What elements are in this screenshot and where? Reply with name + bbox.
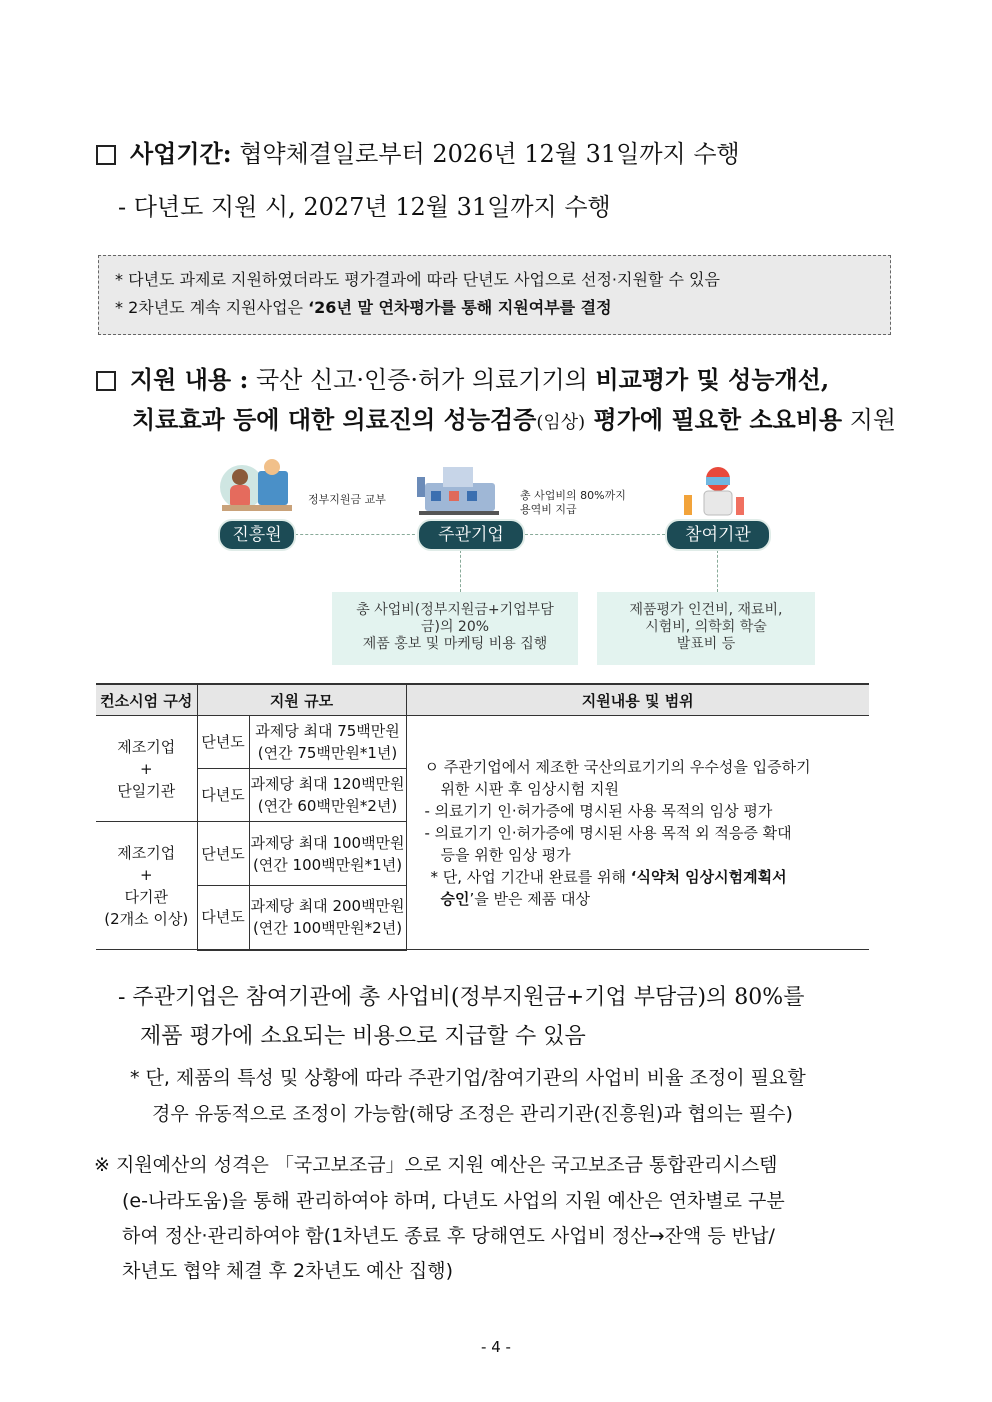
company-equipment-icon (415, 463, 505, 518)
consortium-multi-line2: + (139, 865, 153, 884)
consortium-single-line2: + (139, 759, 153, 778)
row2-amount-line2: (연간 60백만원*2년) (257, 797, 398, 815)
edge-label-grant: 정부지원금 교부 (308, 493, 386, 506)
support-bold-1: 비교평가 및 성능개선, (595, 365, 830, 394)
period-sub: - 다년도 지원 시, 2027년 12월 31일까지 수행 (118, 193, 611, 221)
row2-amount (249, 769, 406, 822)
consortium-single (96, 716, 197, 822)
box-marketing-line1: 총 사업비(정부지원금+기업부담 (356, 602, 554, 618)
para1-line2: 제품 평가에 소요되는 비용으로 지급할 수 있음 (140, 1024, 586, 1049)
node-lead-company: 주관기업 (417, 519, 525, 551)
period-text: 협약체결일로부터 2026년 12월 31일까지 수행 (239, 140, 740, 168)
header-consortium: 컨소시엄 구성 (96, 684, 197, 716)
notes-box (98, 255, 891, 335)
row1-year: 단년도 (197, 716, 249, 769)
lab-flask-icon (678, 465, 748, 520)
consortium-multi-line1: 제조기업 (117, 843, 176, 862)
box-evaluation-line3: 발표비 등 (676, 636, 736, 652)
note-line-2-prefix: * 2차년도 계속 지원사업은 (115, 298, 309, 317)
box-marketing (332, 592, 578, 665)
para2-line1: * 단, 제품의 특성 및 상황에 따라 주관기업/참여기관의 사업비 비율 조정이 필요할 (130, 1067, 806, 1089)
consortium-single-line1: 제조기업 (117, 737, 176, 756)
row2-year: 다년도 (197, 769, 249, 822)
checkbox-square-icon (96, 371, 116, 391)
row4-amount (249, 886, 406, 950)
node-agency: 진흥원 (218, 519, 296, 551)
scope-line2: 위한 시판 후 임상시험 지원 (440, 779, 619, 798)
row4-year: 다년도 (197, 886, 249, 950)
edge-label-payment (520, 489, 626, 517)
scope-line5: 등을 위한 임상 평가 (440, 845, 571, 864)
consortium-single-line3: 단일기관 (117, 781, 176, 800)
support-diagram (200, 455, 820, 670)
row2-amount-line1: 과제당 최대 120백만원 (250, 775, 405, 793)
box-evaluation-line1: 제품평가 인건비, 재료비, (629, 602, 783, 618)
row3-amount-line2: (연간 100백만원*1년) (252, 855, 403, 874)
header-scale: 지원 규모 (197, 684, 406, 716)
row3-amount (249, 822, 406, 886)
note-line-2 (115, 294, 874, 322)
node-participant: 참여기관 (665, 519, 771, 551)
consortium-multi-line4: (2개소 이상) (104, 909, 189, 928)
scope-cell (406, 716, 869, 950)
box-marketing-line3: 제품 홍보 및 마케팅 비용 집행 (362, 636, 548, 652)
period-heading (96, 137, 740, 171)
scope-line4: - 의료기기 인·허가증에 명시된 사용 목적 외 적응증 확대 (424, 823, 792, 842)
consortium-multi-line3: 다기관 (124, 887, 168, 906)
table-header-row (96, 684, 869, 716)
para3-line2: (e-나라도움)을 통해 관리하여야 하며, 다년도 사업의 지원 예산은 연차별로 구분 (122, 1190, 785, 1212)
row3-amount-line1: 과제당 최대 100백만원 (250, 833, 405, 852)
note-line-1: * 다년도 과제로 지원하였더라도 평가결과에 따라 단년도 사업으로 선정·지원할 수 있음 (115, 270, 720, 289)
table-row (96, 716, 869, 769)
support-bold-3: 평가에 필요한 소요비용 (585, 405, 843, 434)
scope-line7-suffix: ’을 받은 제품 대상 (469, 889, 590, 908)
checkbox-square-icon (96, 145, 116, 165)
support-text-1: 국산 신고·인증·허가 의료기기의 (255, 366, 596, 394)
row1-amount-line2: (연간 75백만원*1년) (257, 744, 398, 762)
period-label: 사업기간: (130, 139, 232, 168)
support-bold-2: 치료효과 등에 대한 의료진의 성능검증 (132, 405, 537, 434)
support-heading (96, 363, 829, 397)
para3-line3: 하여 정산·관리하여야 함(1차년도 종료 후 당해연도 사업비 정산→잔액 등 반납/ (122, 1225, 775, 1247)
note-line-2-bold: ‘26년 말 연차평가를 통해 지원여부를 결정 (308, 298, 612, 317)
scope-line3: - 의료기기 인·허가증에 명시된 사용 목적의 임상 평가 (424, 801, 773, 820)
row3-year: 단년도 (197, 822, 249, 886)
para1-line1: - 주관기업은 참여기관에 총 사업비(정부지원금+기업 부담금)의 80%를 (118, 985, 805, 1010)
scope-line1: ㅇ 주관기업에서 제조한 국산의료기기의 우수성을 입증하기 (424, 757, 811, 776)
support-heading-line2 (132, 403, 896, 440)
scope-line6-bold: ‘식약처 임상시험계획서 (630, 867, 787, 886)
box-marketing-line2: 금)의 20% (420, 619, 490, 635)
edge-label-payment-line1: 총 사업비의 80%까지 (520, 489, 626, 502)
page-number: - 4 - (481, 1338, 511, 1356)
support-label: 지원 내용 : (130, 365, 249, 394)
row1-amount-line1: 과제당 최대 75백만원 (255, 722, 400, 740)
row1-amount (249, 716, 406, 769)
scope-line6 (425, 866, 864, 888)
box-evaluation (597, 592, 815, 665)
support-table (96, 683, 869, 951)
agency-staff-icon (218, 457, 298, 517)
scope-line7-bold: 승인 (440, 889, 470, 908)
scope-line6-prefix: * 단, 사업 기간내 완료를 위해 (430, 867, 631, 886)
edge-label-payment-line2: 용역비 지급 (520, 503, 577, 516)
consortium-multi (96, 822, 197, 950)
row4-amount-line1: 과제당 최대 200백만원 (250, 897, 405, 916)
para3-line1: ※ 지원예산의 성격은 「국고보조금」으로 지원 예산은 국고보조금 통합관리시스템 (94, 1154, 778, 1176)
para2-line2: 경우 유동적으로 조정이 가능함(해당 조정은 관리기관(진흥원)과 협의는 필수) (152, 1103, 793, 1125)
support-text-2: 지원 (842, 406, 897, 434)
para3-line4: 차년도 협약 체결 후 2차년도 예산 집행) (122, 1260, 454, 1282)
row4-amount-line2: (연간 100백만원*2년) (252, 919, 403, 938)
scope-line7 (425, 888, 864, 910)
header-scope: 지원내용 및 범위 (406, 684, 869, 716)
support-paren: (임상) (536, 412, 586, 433)
box-evaluation-line2: 시험비, 의학회 학술 (645, 619, 767, 635)
